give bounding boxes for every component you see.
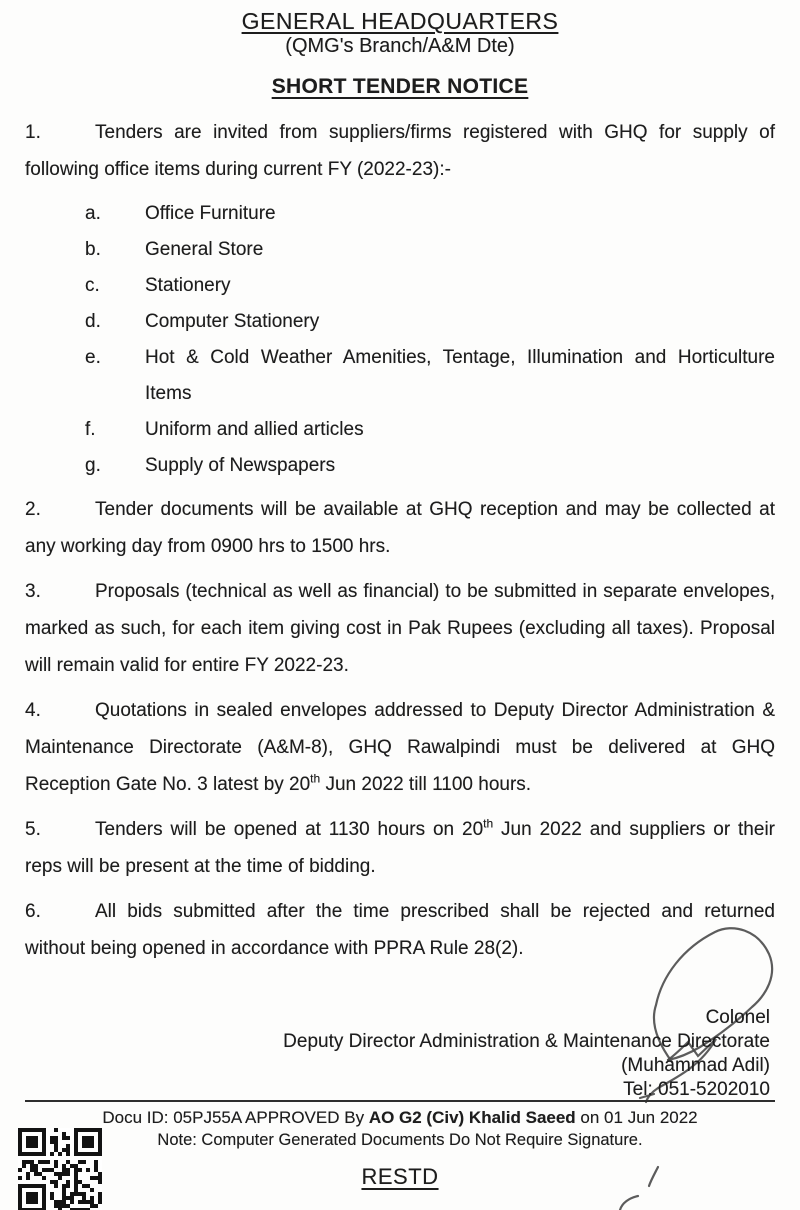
paragraph-text: All bids submitted after the time prescribed shall be rejected and returned without being opened in accordance with PPRA Rule 28(2). (25, 901, 775, 959)
paragraph-number: 5. (25, 819, 41, 840)
document-header (25, 8, 775, 100)
org-title: GENERAL HEADQUARTERS (241, 8, 559, 34)
paragraph-text: Tenders are invited from suppliers/firms registered with GHQ for supply of following office items during current FY (2022-23):- (25, 122, 775, 180)
list-item (25, 232, 775, 268)
ordinal-superscript: th (483, 816, 494, 831)
classification-label: RESTD (361, 1164, 439, 1189)
pen-mark-icon (618, 1194, 644, 1210)
item-letter: a. (85, 203, 101, 224)
paragraph-text: Jun 2022 till 1100 hours. (320, 774, 532, 795)
docu-id-suffix: on 01 Jun 2022 (575, 1108, 698, 1127)
paragraph-text: Tender documents will be available at GHQ reception and may be collected at any working day from 0900 hrs to 1500 hrs. (25, 499, 775, 557)
docu-id-prefix: Docu ID: 05PJ55A APPROVED By (102, 1108, 369, 1127)
paragraph-text: Tenders will be opened at 1130 hours on 20 (95, 819, 484, 840)
item-letter: c. (85, 275, 100, 296)
list-item (25, 448, 775, 484)
branch-subtitle: (QMG's Branch/A&M Dte) (285, 35, 515, 57)
approver-name: AO G2 (Civ) Khalid Saeed (368, 1108, 576, 1127)
item-text: Computer Stationery (145, 311, 320, 332)
paragraph-number: 3. (25, 581, 41, 602)
signatory-designation: Deputy Director Administration & Maintenance Directorate (283, 1031, 770, 1052)
item-text: Supply of Newspapers (145, 455, 336, 476)
signatory-tel: Tel: 051-5202010 (623, 1079, 770, 1100)
paragraph-number: 1. (25, 122, 41, 143)
footer-divider (25, 1100, 775, 1102)
page-title: SHORT TENDER NOTICE (271, 75, 529, 98)
paragraph-5 (25, 811, 775, 885)
paragraph-number: 2. (25, 499, 41, 520)
signatory-name: (Muhammad Adil) (621, 1055, 770, 1076)
list-item (25, 304, 775, 340)
docu-id-line (0, 1107, 800, 1128)
note-line: Note: Computer Generated Documents Do Not Require Signature. (157, 1131, 643, 1149)
item-letter: f. (85, 419, 96, 440)
paragraph-2 (25, 491, 775, 565)
item-text: General Store (145, 239, 264, 260)
item-letter: d. (85, 311, 101, 332)
list-item (25, 340, 775, 412)
item-text: Uniform and allied articles (145, 419, 364, 440)
qr-code-icon (18, 1128, 102, 1210)
item-list (25, 196, 775, 484)
paragraph-3 (25, 573, 775, 684)
ordinal-superscript: th (310, 771, 321, 786)
item-text: Stationery (145, 275, 231, 296)
signature-block (283, 1006, 770, 1102)
item-letter: g. (85, 455, 101, 476)
list-item (25, 268, 775, 304)
item-text: Hot & Cold Weather Amenities, Tentage, Illumination and Horticulture Items (145, 347, 775, 404)
item-letter: b. (85, 239, 101, 260)
paragraph-text: Proposals (technical as well as financial) to be submitted in separate envelopes, marked as such, for each item giving cost in Pak Rupees (excluding all taxes). Proposal will remain valid for entire FY 2022-23. (25, 581, 775, 676)
signatory-rank: Colonel (705, 1007, 770, 1028)
item-letter: e. (85, 347, 101, 368)
paragraph-4 (25, 692, 775, 803)
paragraph-text: Quotations in sealed envelopes addressed to Deputy Director Administration & Maintenance Directorate (A&M-8), GHQ Rawalpindi must be delivered at GHQ Reception Gate No. 3 latest by 20 (25, 700, 775, 795)
list-item (25, 412, 775, 448)
paragraph-1 (25, 114, 775, 188)
list-item (25, 196, 775, 232)
item-text: Office Furniture (145, 203, 276, 224)
paragraph-text: Jun 2022 and suppliers or their reps will be present at the time of bidding. (25, 819, 775, 877)
paragraph-number: 4. (25, 700, 41, 721)
pen-mark-icon (645, 1164, 663, 1190)
paragraph-number: 6. (25, 901, 41, 922)
